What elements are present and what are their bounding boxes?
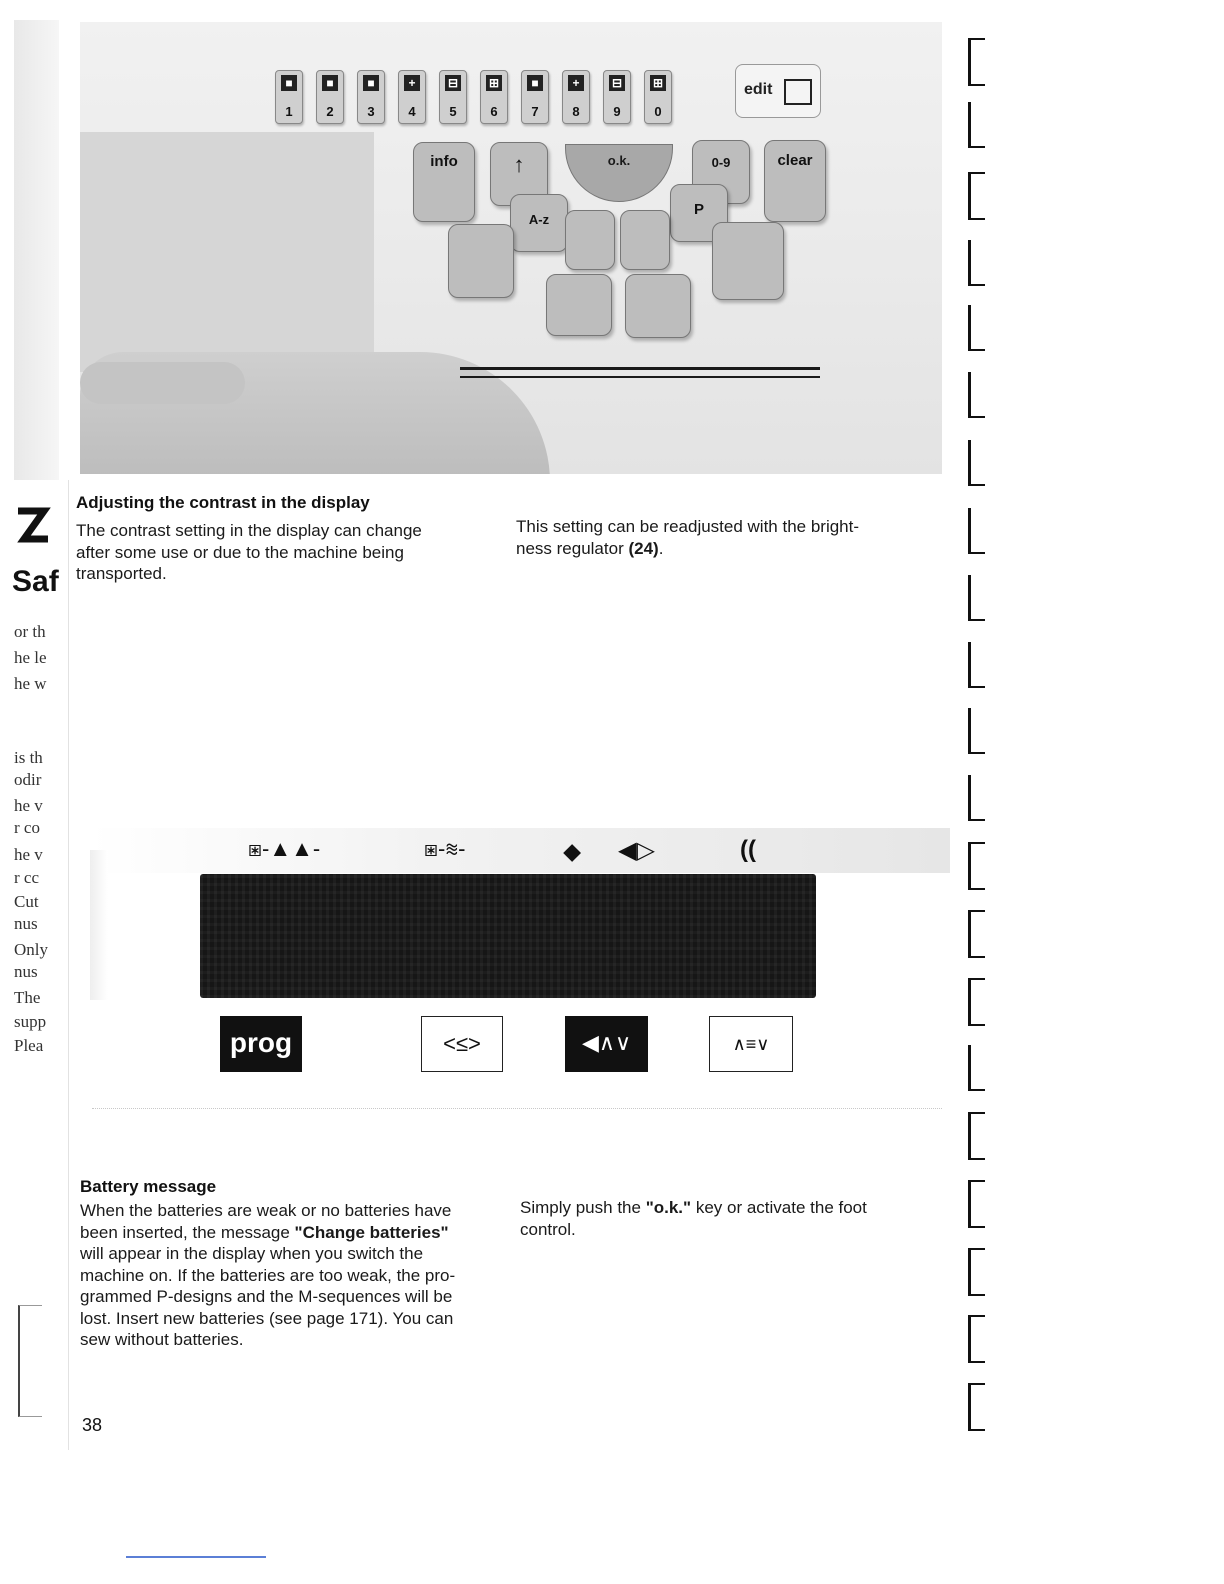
key-symbol: ■ [527, 75, 543, 91]
key-symbol: ⊟ [445, 75, 461, 91]
text-line: lost. Insert new batteries (see page 171). You can [80, 1308, 454, 1328]
number-key[interactable] [316, 70, 344, 124]
margin-bleed-text: he le [14, 648, 47, 667]
margin-bleed-text: Only [14, 940, 48, 959]
stitch-length-icon: ⧆-≋- [424, 836, 466, 861]
section-marker [968, 440, 985, 486]
contrast-heading: Adjusting the contrast in the display [76, 493, 370, 512]
margin-bleed-text: he v [14, 796, 43, 815]
text-line: sew without batteries. [80, 1330, 244, 1349]
section-marker [968, 508, 985, 554]
margin-bleed-text: Plea [14, 1036, 44, 1055]
margin-bleed-strip [14, 20, 59, 480]
section-marker [968, 1248, 985, 1296]
text-span: . [658, 538, 664, 558]
text-line [80, 1222, 510, 1244]
display-cover [80, 132, 374, 372]
margin-bleed-text: or th [14, 622, 46, 641]
key-label: 5 [449, 104, 457, 119]
text-line: will appear in the display when you switch the [80, 1244, 424, 1263]
margin-bracket [18, 1305, 42, 1417]
margin-bleed-text: r cc [14, 868, 40, 887]
key-label: 0 [654, 104, 662, 119]
number-key[interactable] [357, 70, 385, 124]
key-label: 6 [490, 104, 498, 119]
tie-off-key[interactable] [625, 274, 691, 338]
section-marker [968, 575, 985, 621]
message-name: "Change batteries" [294, 1222, 449, 1242]
edit-key[interactable] [735, 64, 821, 118]
control-panel-photo [80, 22, 942, 474]
section-marker [968, 38, 985, 86]
sewing-machine-icon [784, 79, 812, 105]
up-arrow-key[interactable]: ↑ [490, 142, 548, 206]
text-line: control. [520, 1219, 576, 1239]
margin-bleed-text: he w [14, 674, 47, 693]
gutter-line [68, 480, 69, 1450]
key-symbol: ⊟ [609, 75, 625, 91]
needle-stop-key[interactable] [712, 222, 784, 300]
number-key[interactable] [480, 70, 508, 124]
text-line: The contrast setting in the display can change [76, 521, 422, 540]
key-symbol: ■ [363, 75, 379, 91]
balance-icon: ⬥ [563, 836, 582, 866]
margin-bleed-text: odir [14, 770, 42, 789]
needle-position-icon: ◀▷ [618, 837, 655, 864]
section-marker [968, 1112, 985, 1160]
text-line: after some use or due to the machine being [76, 542, 404, 562]
key-label: 1 [285, 104, 293, 119]
text-span: ness regulator [516, 538, 629, 558]
section-marker [968, 372, 985, 418]
needle-position-button[interactable]: ◀∧∨ [565, 1016, 648, 1072]
range-key[interactable]: 0-9 [692, 140, 750, 204]
battery-text-col2 [520, 1197, 940, 1240]
section-marker [968, 978, 985, 1026]
contrast-text-col1 [76, 520, 486, 585]
key-label: 4 [408, 104, 416, 119]
margin-bleed-text: he v [14, 845, 43, 864]
ok-key[interactable]: o.k. [565, 144, 673, 202]
text-span: key or activate the foot [691, 1198, 867, 1217]
info-key[interactable]: info [413, 142, 475, 222]
text-line: When the batteries are weak or no batteries have [80, 1201, 452, 1220]
pattern-end-button[interactable]: ∧≡∨ [709, 1016, 793, 1072]
number-key[interactable] [644, 70, 672, 124]
number-key[interactable] [521, 70, 549, 124]
text-line: grammed P-designs and the M-sequences will be [80, 1287, 453, 1306]
number-key[interactable] [562, 70, 590, 124]
section-marker [968, 172, 985, 220]
margin-bleed-text: Cut [14, 892, 39, 911]
display-icon-band [90, 828, 950, 873]
margin-bleed-text: nus [14, 962, 38, 981]
text-line: This setting can be readjusted with the bright- [516, 517, 860, 536]
prog-button[interactable]: prog [220, 1016, 302, 1072]
section-marker [968, 1383, 985, 1431]
lcd-display [200, 874, 816, 998]
p-key[interactable]: P [670, 184, 728, 242]
key-label: 3 [367, 104, 375, 119]
section-marker [968, 842, 985, 890]
text-span: Simply push the [520, 1198, 646, 1217]
sound-icon: (( [740, 836, 756, 863]
key-symbol: ■ [322, 75, 338, 91]
section-marker [968, 775, 985, 821]
section-marker [968, 1045, 985, 1091]
battery-heading: Battery message [80, 1177, 217, 1196]
clear-key[interactable]: clear [764, 140, 826, 222]
presser-foot-key[interactable] [546, 274, 612, 336]
mirror-key[interactable] [620, 210, 670, 270]
bottom-rule [126, 1556, 266, 1558]
stitch-width-icon: ⧆-▲▲- [248, 836, 321, 861]
stitch-length-key[interactable] [565, 210, 615, 270]
alpha-key[interactable]: A-z [510, 194, 568, 252]
battery-text-col1 [80, 1200, 510, 1351]
section-marker [968, 642, 985, 688]
number-key[interactable] [603, 70, 631, 124]
text-line [516, 538, 936, 560]
section-marker [968, 240, 985, 286]
key-label: 8 [572, 104, 580, 119]
pattern-select-button[interactable]: <≤> [421, 1016, 503, 1072]
key-label: 9 [613, 104, 621, 119]
reference-number: (24) [628, 538, 659, 558]
divider [92, 1108, 942, 1109]
margin-bleed-text: is th [14, 748, 43, 767]
section-marker [968, 102, 985, 148]
edit-key-label: edit [744, 81, 773, 98]
margin-bleed-text: supp [14, 1012, 47, 1031]
text-span: been inserted, the message [80, 1222, 295, 1242]
chapter-mark-icon [14, 505, 52, 545]
key-symbol: ⊞ [650, 75, 666, 91]
number-key[interactable] [398, 70, 426, 124]
section-marker [968, 305, 985, 351]
margin-bleed-text: The [14, 988, 41, 1007]
key-label: 2 [326, 104, 334, 119]
text-line: transported. [76, 564, 167, 583]
margin-bleed-heading: Saf [12, 565, 59, 598]
contrast-text-col2 [516, 516, 936, 559]
key-symbol: ⊞ [486, 75, 502, 91]
needle-position-key[interactable] [448, 224, 514, 298]
key-symbol: + [404, 75, 420, 91]
key-name: "o.k." [645, 1198, 692, 1217]
text-line [520, 1197, 940, 1219]
brightness-regulator-slot [460, 367, 820, 378]
section-marker [968, 708, 985, 754]
page-number: 38 [82, 1415, 103, 1435]
key-symbol: ■ [281, 75, 297, 91]
number-key[interactable] [439, 70, 467, 124]
section-marker [968, 910, 985, 958]
display-edge [90, 850, 108, 1000]
key-label: 7 [531, 104, 539, 119]
text-line: machine on. If the batteries are too weak, the pro- [80, 1265, 456, 1285]
margin-bleed-text: nus [14, 914, 38, 933]
section-marker [968, 1315, 985, 1363]
margin-bleed-text: r co [14, 818, 40, 837]
key-symbol: + [568, 75, 584, 91]
number-key[interactable] [275, 70, 303, 124]
section-marker [968, 1180, 985, 1228]
finger-image [80, 362, 245, 404]
